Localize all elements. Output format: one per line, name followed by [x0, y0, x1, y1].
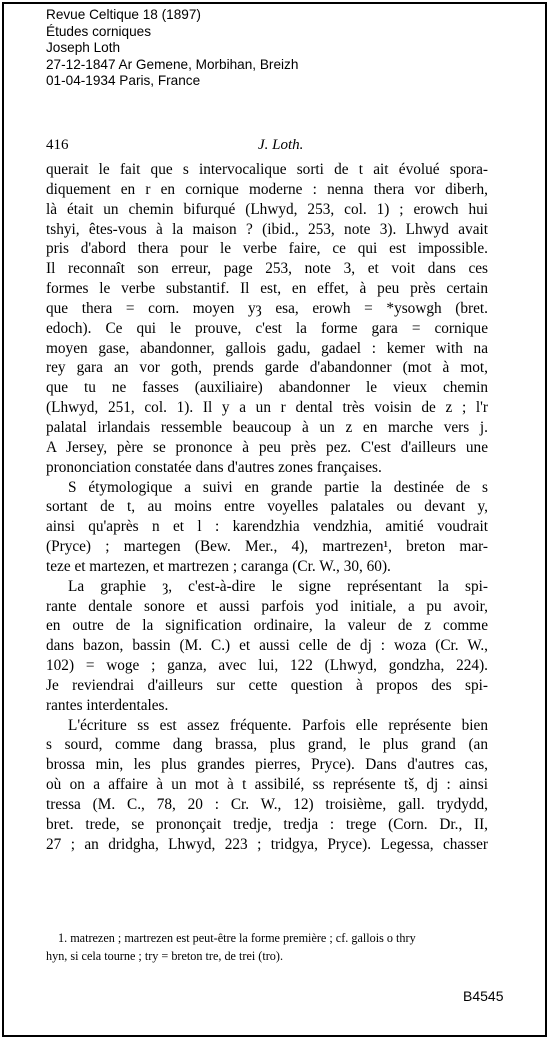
text-line: tressa (M. C., 78, 20 : Cr. W., 12) troisième, gall. trydydd,: [46, 796, 488, 813]
text-line: dans bazon, bassin (M. C.) et aussi celle de dj : woza (Cr. W.,: [46, 637, 488, 655]
text-line: tshyi, êtes-vous à la maison ? (ibid., 253, note 3). Lhwyd avait: [46, 220, 488, 238]
text-line: Il reconnaît son erreur, page 253, note 3, et voit dans ces: [46, 260, 488, 278]
footnote-line: 1. matrezen ; martrezen est peut-être la forme première ; cf. gallois o thry: [58, 931, 416, 945]
header-line: 01-04-1934 Paris, France: [46, 73, 201, 88]
text-line: rante dentale sonore et aussi parfois yod initiale, a pu avoir,: [46, 597, 488, 615]
text-line: (Lhwyd, 251, col. 1). Il y a un r dental très voisin de z ; l'r: [46, 399, 488, 417]
text-line: là était un chemin bifurqué (Lhwyd, 253, col. 1) ; erowch hui: [46, 200, 488, 218]
source-header: [46, 7, 298, 90]
text-line: que thera = corn. moyen yȝ esa, erowh = *ysowgh (bret.: [46, 299, 488, 317]
header-line: 27-12-1847 Ar Gemene, Morbihan, Breizh: [46, 56, 299, 72]
text-line: 102) = woge ; ganza, avec lui, 122 (Lhwyd, gondzha, 224).: [46, 657, 488, 675]
text-line: Je reviendrai d'ailleurs sur cette question à propos des spi-: [46, 676, 488, 694]
text-line: s sourd, comme dang brassa, plus grand, le plus grand (an: [46, 736, 488, 754]
text-line: où on a affaire à un mot à t assibilé, ss représente tš, dj : ainsi: [46, 776, 488, 794]
header-line: Revue Celtique 18 (1897): [46, 7, 201, 22]
text-line: S étymologique a suivi en grande partie la destinée de s: [68, 478, 488, 496]
text-line: diquement en r en cornique moderne : nenna thera vor diberh,: [46, 180, 488, 198]
header-line: Études corniques: [46, 23, 152, 39]
text-line: brossa min, les plus grandes pierres, Pryce). Dans d'autres cas,: [46, 756, 488, 774]
text-line: teze et martezen, et martrezen ; caranga (Cr. W., 30, 60).: [46, 557, 391, 575]
text-line: que tu ne fasses (auxiliaire) abandonner le vieux chemin: [46, 379, 488, 397]
running-title: J. Loth.: [258, 137, 304, 153]
text-line: ainsi qu'après n et l : karendzhia vendzhia, amitié voudrait: [46, 518, 488, 536]
text-line: moyen gase, abandonner, gallois gadu, gadael : kemer with na: [46, 339, 488, 357]
catalog-number: B4545: [463, 988, 504, 1004]
text-line: formes le verbe substantif. Il est, en effet, à peu près certain: [46, 280, 488, 298]
body-text: [46, 160, 488, 855]
text-line: pris d'abord thera pour le verbe faire, ce qui est impossible.: [46, 240, 488, 258]
text-line: en outre de la signification ordinaire, la valeur de z comme: [46, 617, 488, 635]
text-line: querait le fait que s intervocalique sorti de t ait évolué spora-: [46, 161, 488, 178]
text-line: A Jersey, père se prononce à peu près pez. C'est d'ailleurs une: [46, 438, 488, 456]
text-line: (Pryce) ; martegen (Bew. Mer., 4), martrezen¹, breton mar-: [46, 538, 488, 556]
text-line: La graphie ȝ, c'est-à-dire le signe représentant la spi-: [68, 577, 488, 595]
text-line: palatal irlandais ressemble beaucoup à un z en marche vers j.: [46, 418, 488, 436]
text-line: prononciation constatée dans d'autres zones françaises.: [46, 458, 382, 476]
text-line: sortant de t, au moins entre voyelles palatales ou devant y,: [46, 498, 488, 516]
text-line: L'écriture ss est assez fréquente. Parfois elle représente bien: [68, 716, 488, 734]
header-line: Joseph Loth: [46, 40, 121, 55]
page-number: 416: [46, 137, 69, 153]
text-line: 27 ; an dridgha, Lhwyd, 223 ; tridgya, Pryce). Legessa, chasser: [46, 835, 488, 853]
text-line: rantes interdentales.: [46, 696, 169, 714]
footnote-line: hyn, si cela tourne ; try = breton tre, de trei (tro).: [46, 949, 284, 963]
text-line: bret. trede, se prononçait tredje, tredja : trege (Corn. Dr., II,: [46, 815, 488, 833]
text-line: rey gara an vor goth, prends garde d'abandonner (mot à mot,: [46, 359, 488, 377]
text-line: edoch). Ce qui le prouve, c'est la forme gara = cornique: [46, 319, 488, 337]
footnote: [46, 929, 488, 965]
